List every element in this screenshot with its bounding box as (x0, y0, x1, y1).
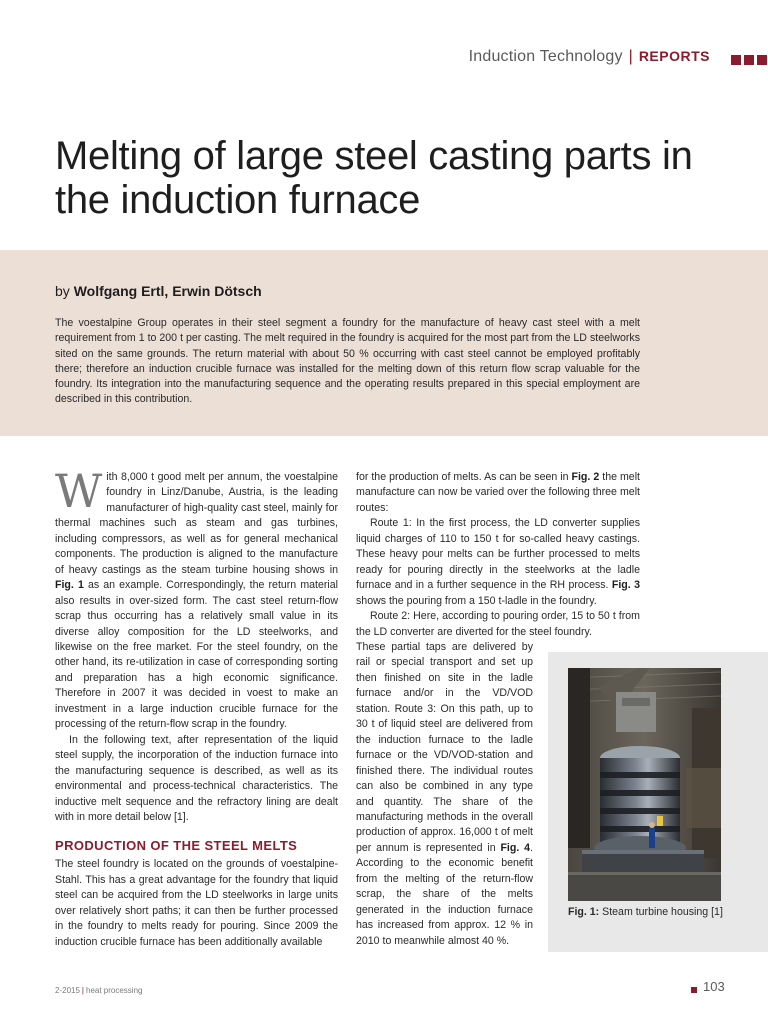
page-number: 103 (703, 979, 725, 994)
body-paragraph: In the following text, after representation of the liquid steel supply, the incorporation of the induction furnace into the manufacturing sequence is described, as well as its environmental and process-technical characteristics. The inductive melt sequence and the refractory lining are dealt with in more detail below [1]. (55, 733, 338, 823)
figure-caption-text: Steam turbine housing [1] (602, 906, 723, 918)
body-paragraph: Route 2: Here, according to pouring order, 15 to 50 t from the LD converter are diverted for the steel foundry. (356, 610, 640, 638)
steam-turbine-photo (568, 668, 721, 901)
abstract: The voestalpine Group operates in their steel segment a foundry for the manufacture of heavy cast steel with a melt requirement from 1 to 200 t per casting. The melt required in the foundry is acquired for the most part from the LD steelworks sited on the same grounds. The return material with about 50 % occurring with cast steel cannot be employed profitably there; therefore an induction crucible furnace was installed for the melting down of this return flow scrap valuable for the foundry. Its integration into the manufacturing sequence and the operating results prepared in this special employment are described in this contribution. (55, 317, 640, 406)
accent-square (757, 55, 767, 65)
body-paragraph: The steel foundry is located on the grounds of voestalpine-Stahl. This has a great advantage for the foundry that liquid steel can be acquired from the LD steelworks in large units over relatively short paths; it can then be further processed in the foundry to melts ready for pouring. Since 2009 the induction crucible furnace has been additionally available (55, 858, 338, 948)
byline (55, 283, 262, 299)
section-name: Induction Technology (468, 48, 623, 65)
drop-cap: W (55, 464, 103, 518)
category-label: REPORTS (638, 48, 710, 64)
issue-number: 2-2015 (55, 986, 80, 995)
footer-journal (55, 986, 142, 995)
section-header (469, 48, 710, 66)
accent-squares (731, 55, 767, 65)
body-paragraph: With 8,000 t good melt per annum, the voestalpine foundry in Linz/Danube, Austria, is the leading manufacturer of high-quality cast steel, mainly for thermal machines such as steam and gas turbines, including compressors, as well as for general mechanical components. The production is aligned to the manufacture of heavy castings as the steam turbine housing shows in Fig. 1 as an example. Correspondingly, the return material also results in over-sized form. The cast steel return-flow scrap thus occurring has a relatively small value in its diverse alloy composition for the LD steelworks, and likewise on the free market. For the steel foundry, on the other hand, its re-utilization in case of corresponding sorting and preparation has a high economic significance. Therefore in 2007 it was decided in voest to make an investment in a large induction crucible furnace for the processing of the return-flow scrap in the foundry. (55, 464, 338, 731)
body-paragraph: These partial taps are delivered by rail or special transport and set up then finished on site in the ladle furnace and/or in the VD/VOD station. Route 3: On this path, up to 30 t of liquid steel are delivered from the induction furnace to the ladle furnace or the VD/VOD-station and finished there. The individual routes can also be combined in any type and quantity. The share of the manufacturing methods in the overall production of approx. 16,000 t of melt per annum is represented in Fig. 4. According to the economic benefit from the melting of the return-flow scrap, the share of the melts generated in the induction furnace has increased from approx. 12 % in 2010 to meanwhile almost 40 %. (356, 640, 533, 947)
accent-square (731, 55, 741, 65)
section-heading: PRODUCTION OF THE STEEL MELTS (55, 838, 298, 854)
byline-prefix: by (55, 283, 70, 299)
figure-reference[interactable]: Fig. 4 (500, 841, 531, 854)
figure-reference[interactable]: Fig. 1 (55, 579, 84, 592)
figure-reference[interactable]: Fig. 3 (611, 579, 640, 592)
column-left (55, 464, 338, 950)
figure-label: Fig. 1: (568, 906, 600, 918)
footer-separator: | (81, 986, 84, 995)
page-marker (691, 987, 697, 993)
authors: Wolfgang Ertl, Erwin Dötsch (73, 283, 262, 299)
body-paragraph: for the production of melts. As can be seen in Fig. 2 the melt manufacture can now be varied over the following three melt routes: (356, 471, 640, 514)
article-title: Melting of large steel casting parts in the induction furnace (55, 134, 693, 222)
figure-reference[interactable]: Fig. 2 (571, 471, 600, 483)
body-paragraph: Route 1: In the first process, the LD converter supplies liquid charges of 110 to 150 t for so-called heavy castings. These heavy pour melts can be further processed to melts ready for pouring directly in the steelworks at the ladle furnace and in a further sequence in the RH process. Fig. 3 shows the pouring from a 150 t-ladle in the foundry. (356, 517, 640, 607)
turbine-illustration (568, 668, 721, 901)
header-separator: | (628, 48, 633, 65)
journal-name: heat processing (86, 986, 143, 995)
figure-caption (568, 906, 723, 918)
accent-square (744, 55, 754, 65)
